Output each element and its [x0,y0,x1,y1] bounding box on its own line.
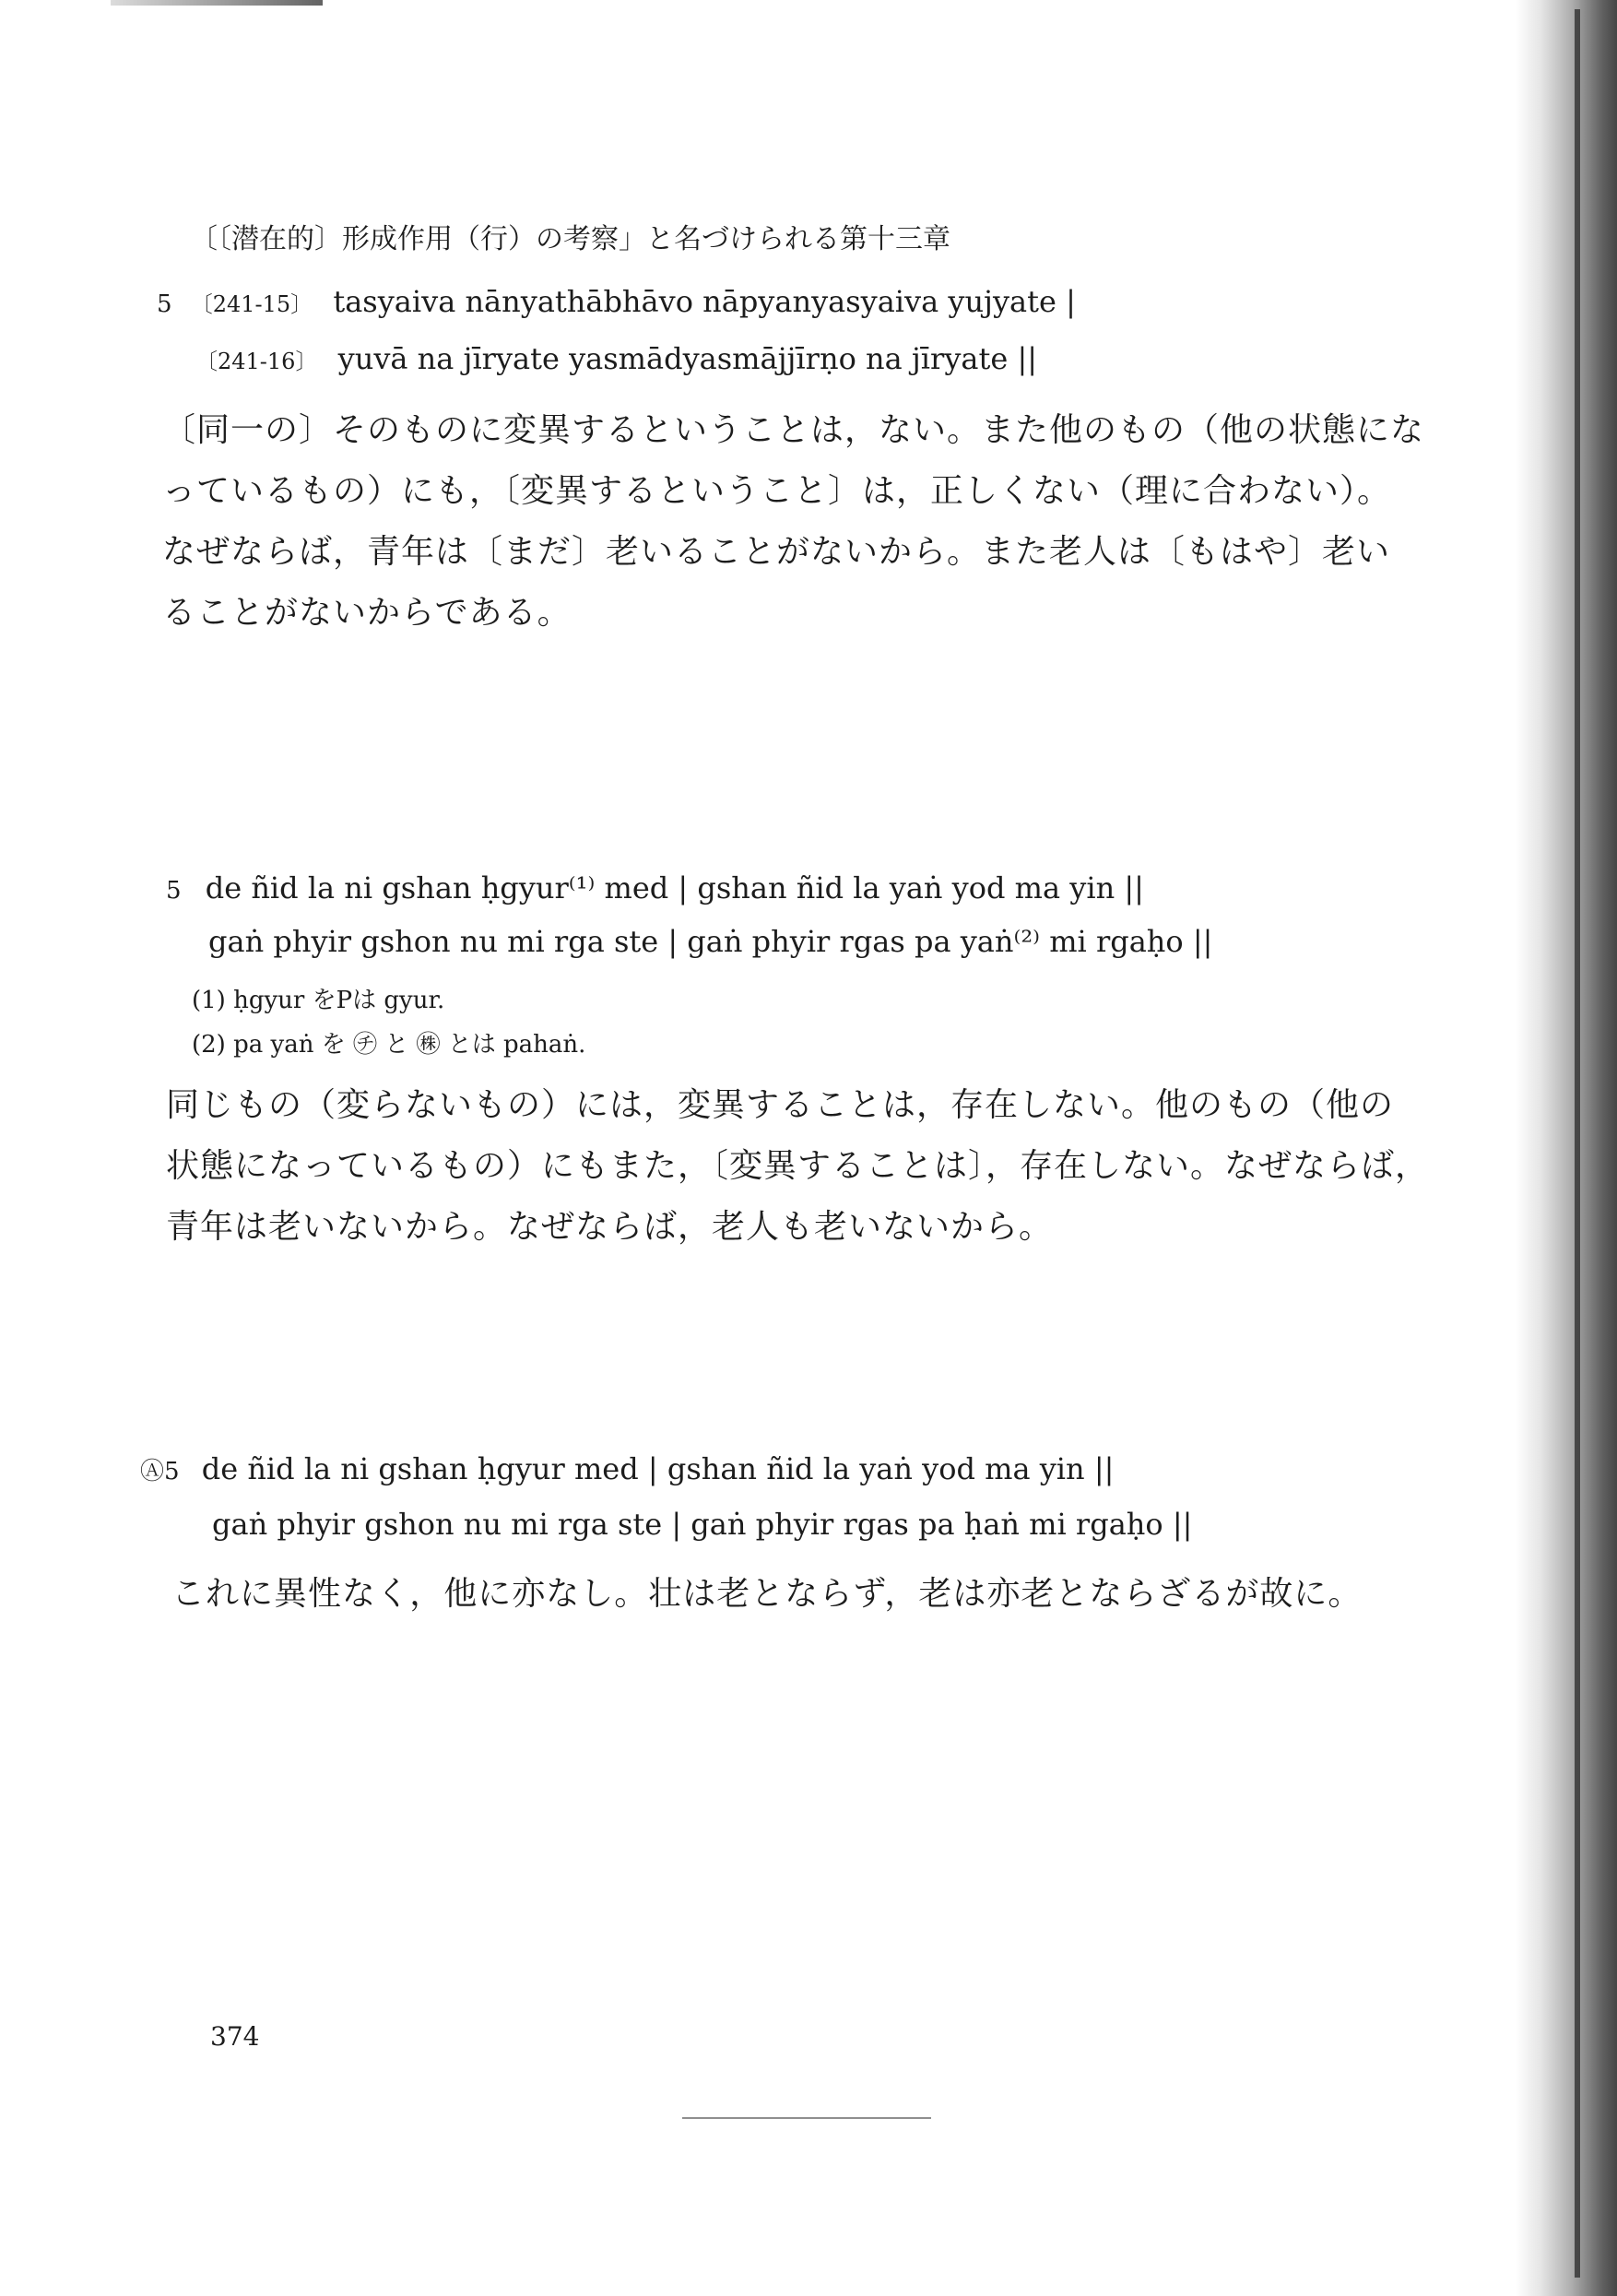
chinese-text: de ñid la ni gshan ḥgyur med | gshan ñid la yaṅ yod ma yin || [201,1451,1115,1486]
verse-number: 5 [166,877,182,905]
sanskrit-line-1 [157,284,1076,319]
sanskrit-ref: 〔241-15〕 [190,291,313,317]
sanskrit-translation-line: なぜならば，青年は〔まだ〕老いることがないから。また老人は〔もはや〕老い [162,533,1391,571]
binding-shadow [1516,0,1617,2296]
tibetan-line-2: gaṅ phyir gshon nu mi rga ste | gaṅ phyir rgas pa yaṅ⁽²⁾ mi rgaḥo || [208,924,1213,959]
scan-artifact-top [111,0,323,6]
sanskrit-ref: 〔241-16〕 [195,349,318,374]
sanskrit-translation-line: っているもの）にも，〔変異するということ〕は，正しくない（理に合わない）。 [162,472,1392,510]
sanskrit-text: tasyaiva nānyathābhāvo nāpyanyasyaiva yujyate | [333,284,1076,319]
sanskrit-translation-line: 〔同一の〕そのものに変異するということは，ない。また他のもの（他の状態にな [162,411,1425,449]
tibetan-text: de ñid la ni gshan ḥgyur⁽¹⁾ med | gshan ñid la yaṅ yod ma yin || [205,870,1144,905]
verse-number: Ⓐ5 [140,1458,180,1485]
page-number: 374 [210,2021,260,2052]
chapter-header: 〔〔潜在的〕形成作用（行）の考察」と名づけられる第十三章 [190,223,950,255]
chinese-line-1 [140,1451,1114,1486]
scan-artifact-bottom [682,2117,931,2119]
tibetan-line-1 [166,870,1144,905]
footnote: (2) pa yaṅ を ㋠ と ㊑ とは pahaṅ. [192,1031,586,1059]
tibetan-translation-line: 青年は老いないから。なぜならば，老人も老いないから。 [166,1208,1054,1246]
tibetan-translation-line: 状態になっているもの）にもまた，〔変異することは〕，存在しない。なぜならば， [166,1147,1430,1185]
tibetan-translation-line: 同じもの（変らないもの）には，変異することは，存在しない。他のもの（他の [166,1086,1395,1124]
chinese-translation: これに異性なく，他に亦なし。壮は老とならず，老は亦老とならざるが故に。 [171,1575,1363,1613]
verse-number: 5 [157,290,172,318]
sanskrit-line-2 [195,341,1037,376]
sanskrit-text: yuvā na jīryate yasmādyasmājjīrṇo na jīryate || [337,341,1037,376]
binding-edge [1575,9,1580,2278]
footnote: (1) ḥgyur をPは gyur. [192,987,445,1014]
chinese-line-2: gaṅ phyir gshon nu mi rga ste | gaṅ phyir rgas pa ḥaṅ mi rgaḥo || [212,1507,1193,1542]
sanskrit-translation-line: ることがないからである。 [162,594,572,632]
